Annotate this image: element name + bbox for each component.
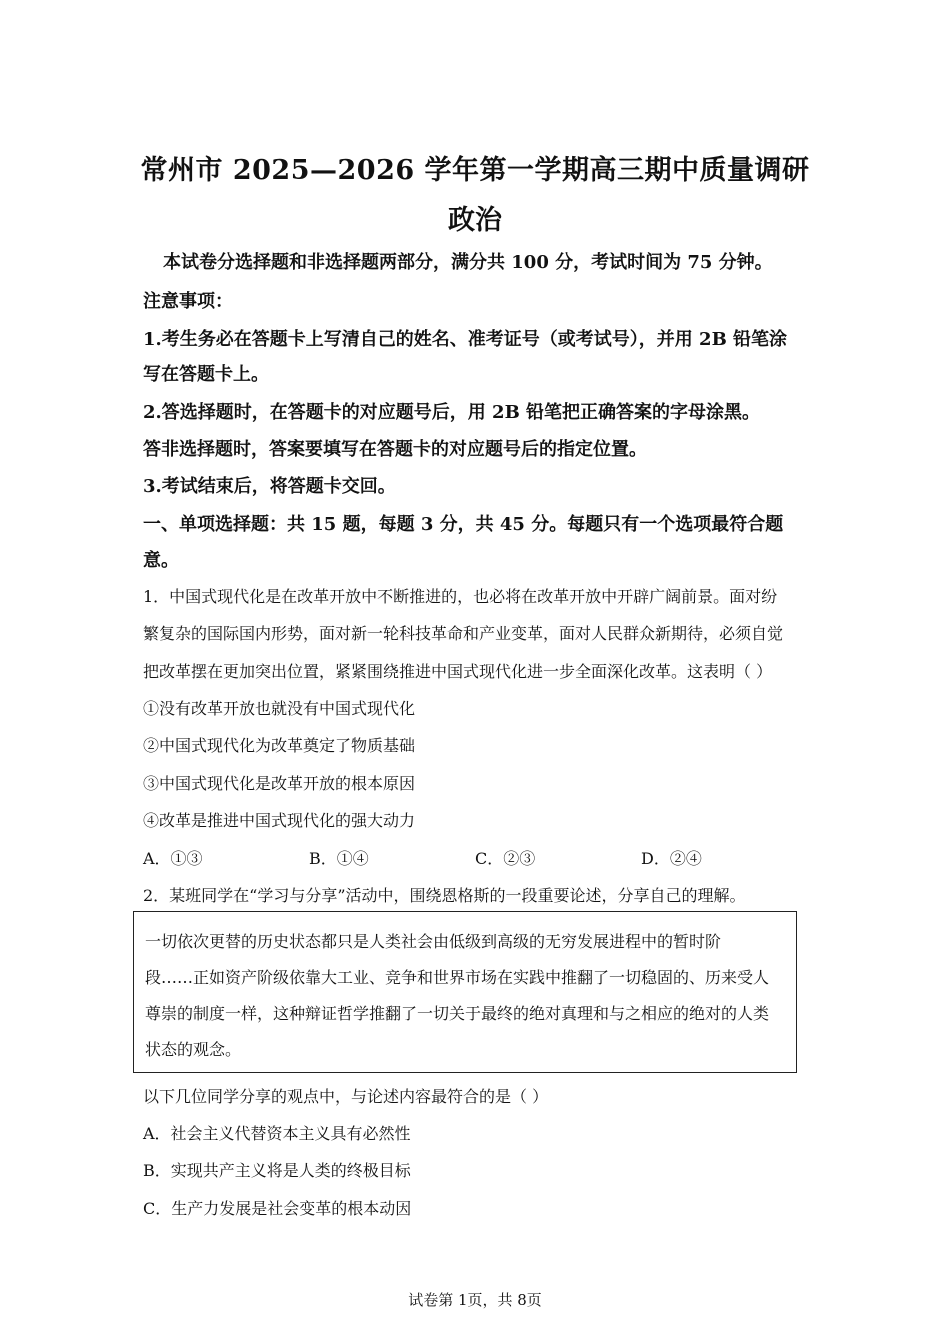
q1-option-b[interactable]: B．①④ <box>309 849 369 868</box>
section-heading-cont: 意。 <box>143 550 179 571</box>
intro-line: 本试卷分选择题和非选择题两部分，满分共 100 分，考试时间为 75 分钟。 <box>163 252 773 273</box>
q1-statement: ①没有改革开放也就没有中国式现代化 <box>143 699 416 718</box>
q1-stem-line: 繁复杂的国际国内形势，面对新一轮科技革命和产业变革，面对人民群众新期待，必须自觉 <box>143 624 784 643</box>
section-heading: 一、单项选择题：共 15 题，每题 3 分，共 45 分。每题只有一个选项最符合题 <box>143 514 784 535</box>
notice-line: 2.答选择题时，在答题卡的对应题号后，用 2B 铅笔把正确答案的字母涂黑。 <box>143 402 761 423</box>
q1-stem-line: 1．中国式现代化是在改革开放中不断推进的，也必将在改革开放中开辟广阔前景。面对纷 <box>143 587 778 606</box>
notice-line: 1.考生务必在答题卡上写清自己的姓名、准考证号（或考试号），并用 2B 铅笔涂 <box>143 329 788 350</box>
q2-option-b[interactable]: B．实现共产主义将是人类的终极目标 <box>143 1161 411 1180</box>
exam-subject: 政治 <box>448 205 502 236</box>
q2-question: 以下几位同学分享的观点中，与论述内容最符合的是（ ） <box>143 1087 549 1106</box>
notice-line: 3.考试结束后，将答题卡交回。 <box>143 476 396 497</box>
notice-line: 答非选择题时，答案要填写在答题卡的对应题号后的指定位置。 <box>143 439 647 460</box>
quote-line: 一切依次更替的历史状态都只是人类社会由低级到高级的无穷发展进程中的暂时阶 <box>145 932 722 951</box>
q1-statement: ②中国式现代化为改革奠定了物质基础 <box>143 736 416 755</box>
q1-option-c[interactable]: C．②③ <box>475 849 536 868</box>
q2-option-a[interactable]: A．社会主义代替资本主义具有必然性 <box>143 1124 411 1143</box>
notice-line: 写在答题卡上。 <box>143 364 269 385</box>
q1-statement: ④改革是推进中国式现代化的强大动力 <box>143 811 416 830</box>
q2-option-c[interactable]: C．生产力发展是社会变革的根本动因 <box>143 1199 412 1218</box>
q2-stem: 2．某班同学在“学习与分享”活动中，围绕恩格斯的一段重要论述，分享自己的理解。 <box>143 886 746 905</box>
q1-statement: ③中国式现代化是改革开放的根本原因 <box>143 774 416 793</box>
page-number: 试卷第 1页，共 8页 <box>408 1291 542 1309</box>
q1-option-d[interactable]: D．②④ <box>641 849 702 868</box>
quote-line: 状态的观念。 <box>145 1040 242 1059</box>
q1-stem-line: 把改革摆在更加突出位置，紧紧围绕推进中国式现代化进一步全面深化改革。这表明（ ） <box>143 662 773 681</box>
exam-title: 常州市 2025—2026 学年第一学期高三期中质量调研 <box>140 155 810 186</box>
notice-heading: 注意事项： <box>143 291 233 312</box>
quote-line: 尊崇的制度一样，这种辩证哲学推翻了一切关于最终的绝对真理和与之相应的绝对的人类 <box>145 1004 770 1023</box>
quote-box <box>133 911 797 1073</box>
quote-line: 段……正如资产阶级依靠大工业、竞争和世界市场在实践中推翻了一切稳固的、历来受人 <box>145 968 770 987</box>
q1-option-a[interactable]: A．①③ <box>143 849 203 868</box>
